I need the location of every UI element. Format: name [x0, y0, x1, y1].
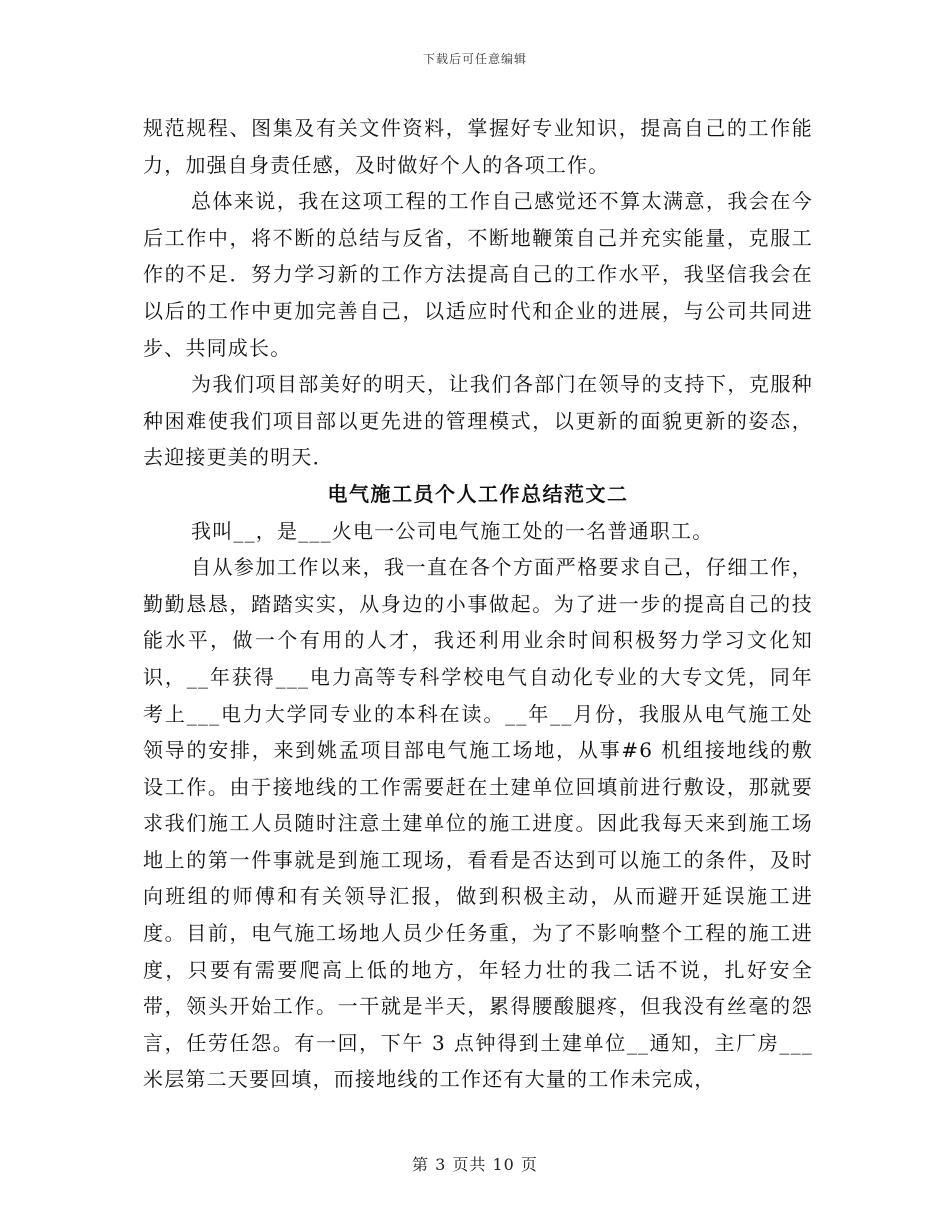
paragraph-4: 我叫__，是___火电一公司电气施工处的一名普通职工。	[191, 518, 714, 543]
paragraph-3: 为我们项目部美好的明天，让我们各部门在领导的支持下，克服种种困难使我们项目部以更先进的管理模式，以更新的面貌更新的姿态，去迎接更美的明天．	[143, 372, 813, 470]
section-heading: 电气施工员个人工作总结范文二	[327, 481, 629, 506]
paragraph-1: 规范规程、图集及有关文件资料，掌握好专业知识，提高自己的工作能力，加强自身责任感，及时做好个人的各项工作。	[143, 116, 813, 177]
page-footer: 第 3 页共 10 页	[412, 1155, 538, 1174]
page-header: 下载后可任意编辑	[422, 52, 527, 66]
paragraph-2: 总体来说，我在这项工程的工作自己感觉还不算太满意，我会在今后工作中，将不断的总结与反省，不断地鞭策自己并充实能量，克服工作的不足．努力学习新的工作方法提高自己的工作水平，我坚信我会在以后的工作中更加完善自己，以适应时代和企业的进展，与公司共同进步、共同成长。	[143, 189, 813, 360]
paragraph-5: 自从参加工作以来，我一直在各个方面严格要求自己，仔细工作，勤勤恳恳，踏踏实实，从身边的小事做起。为了进一步的提高自己的技能水平，做一个有用的人才，我还利用业余时间积极努力学习文化知识，__年获得___电力高等专科学校电气自动化专业的大专文凭，同年考上___电力大学同专业的本科在读。__年__月份，我服从电气施工处领导的安排，来到姚孟项目部电气施工场地，从事#6 机组接地线的敷设工作。由于接地线的工作需要赶在土建单位回填前进行敷设，那就要求我们施工人员随时注意土建单位的施工进度。因此我每天来到施工场地上的第一件事就是到施工现场，看看是否达到可以施工的条件，及时向班组的师傅和有关领导汇报，做到积极主动，从而避开延误施工进度。目前，电气施工场地人员少任务重，为了不影响整个工程的施工进度，只要有需要爬高上低的地方，年轻力壮的我二话不说，扎好安全带，领头开始工作。一干就是半天，累得腰酸腿疼，但我没有丝毫的怨言，任劳任怨。有一回，下午 3 点钟得到土建单位__通知，主厂房___米层第二天要回填，而接地线的工作还有大量的工作未完成，	[143, 555, 813, 1092]
document-body	[143, 110, 813, 1098]
